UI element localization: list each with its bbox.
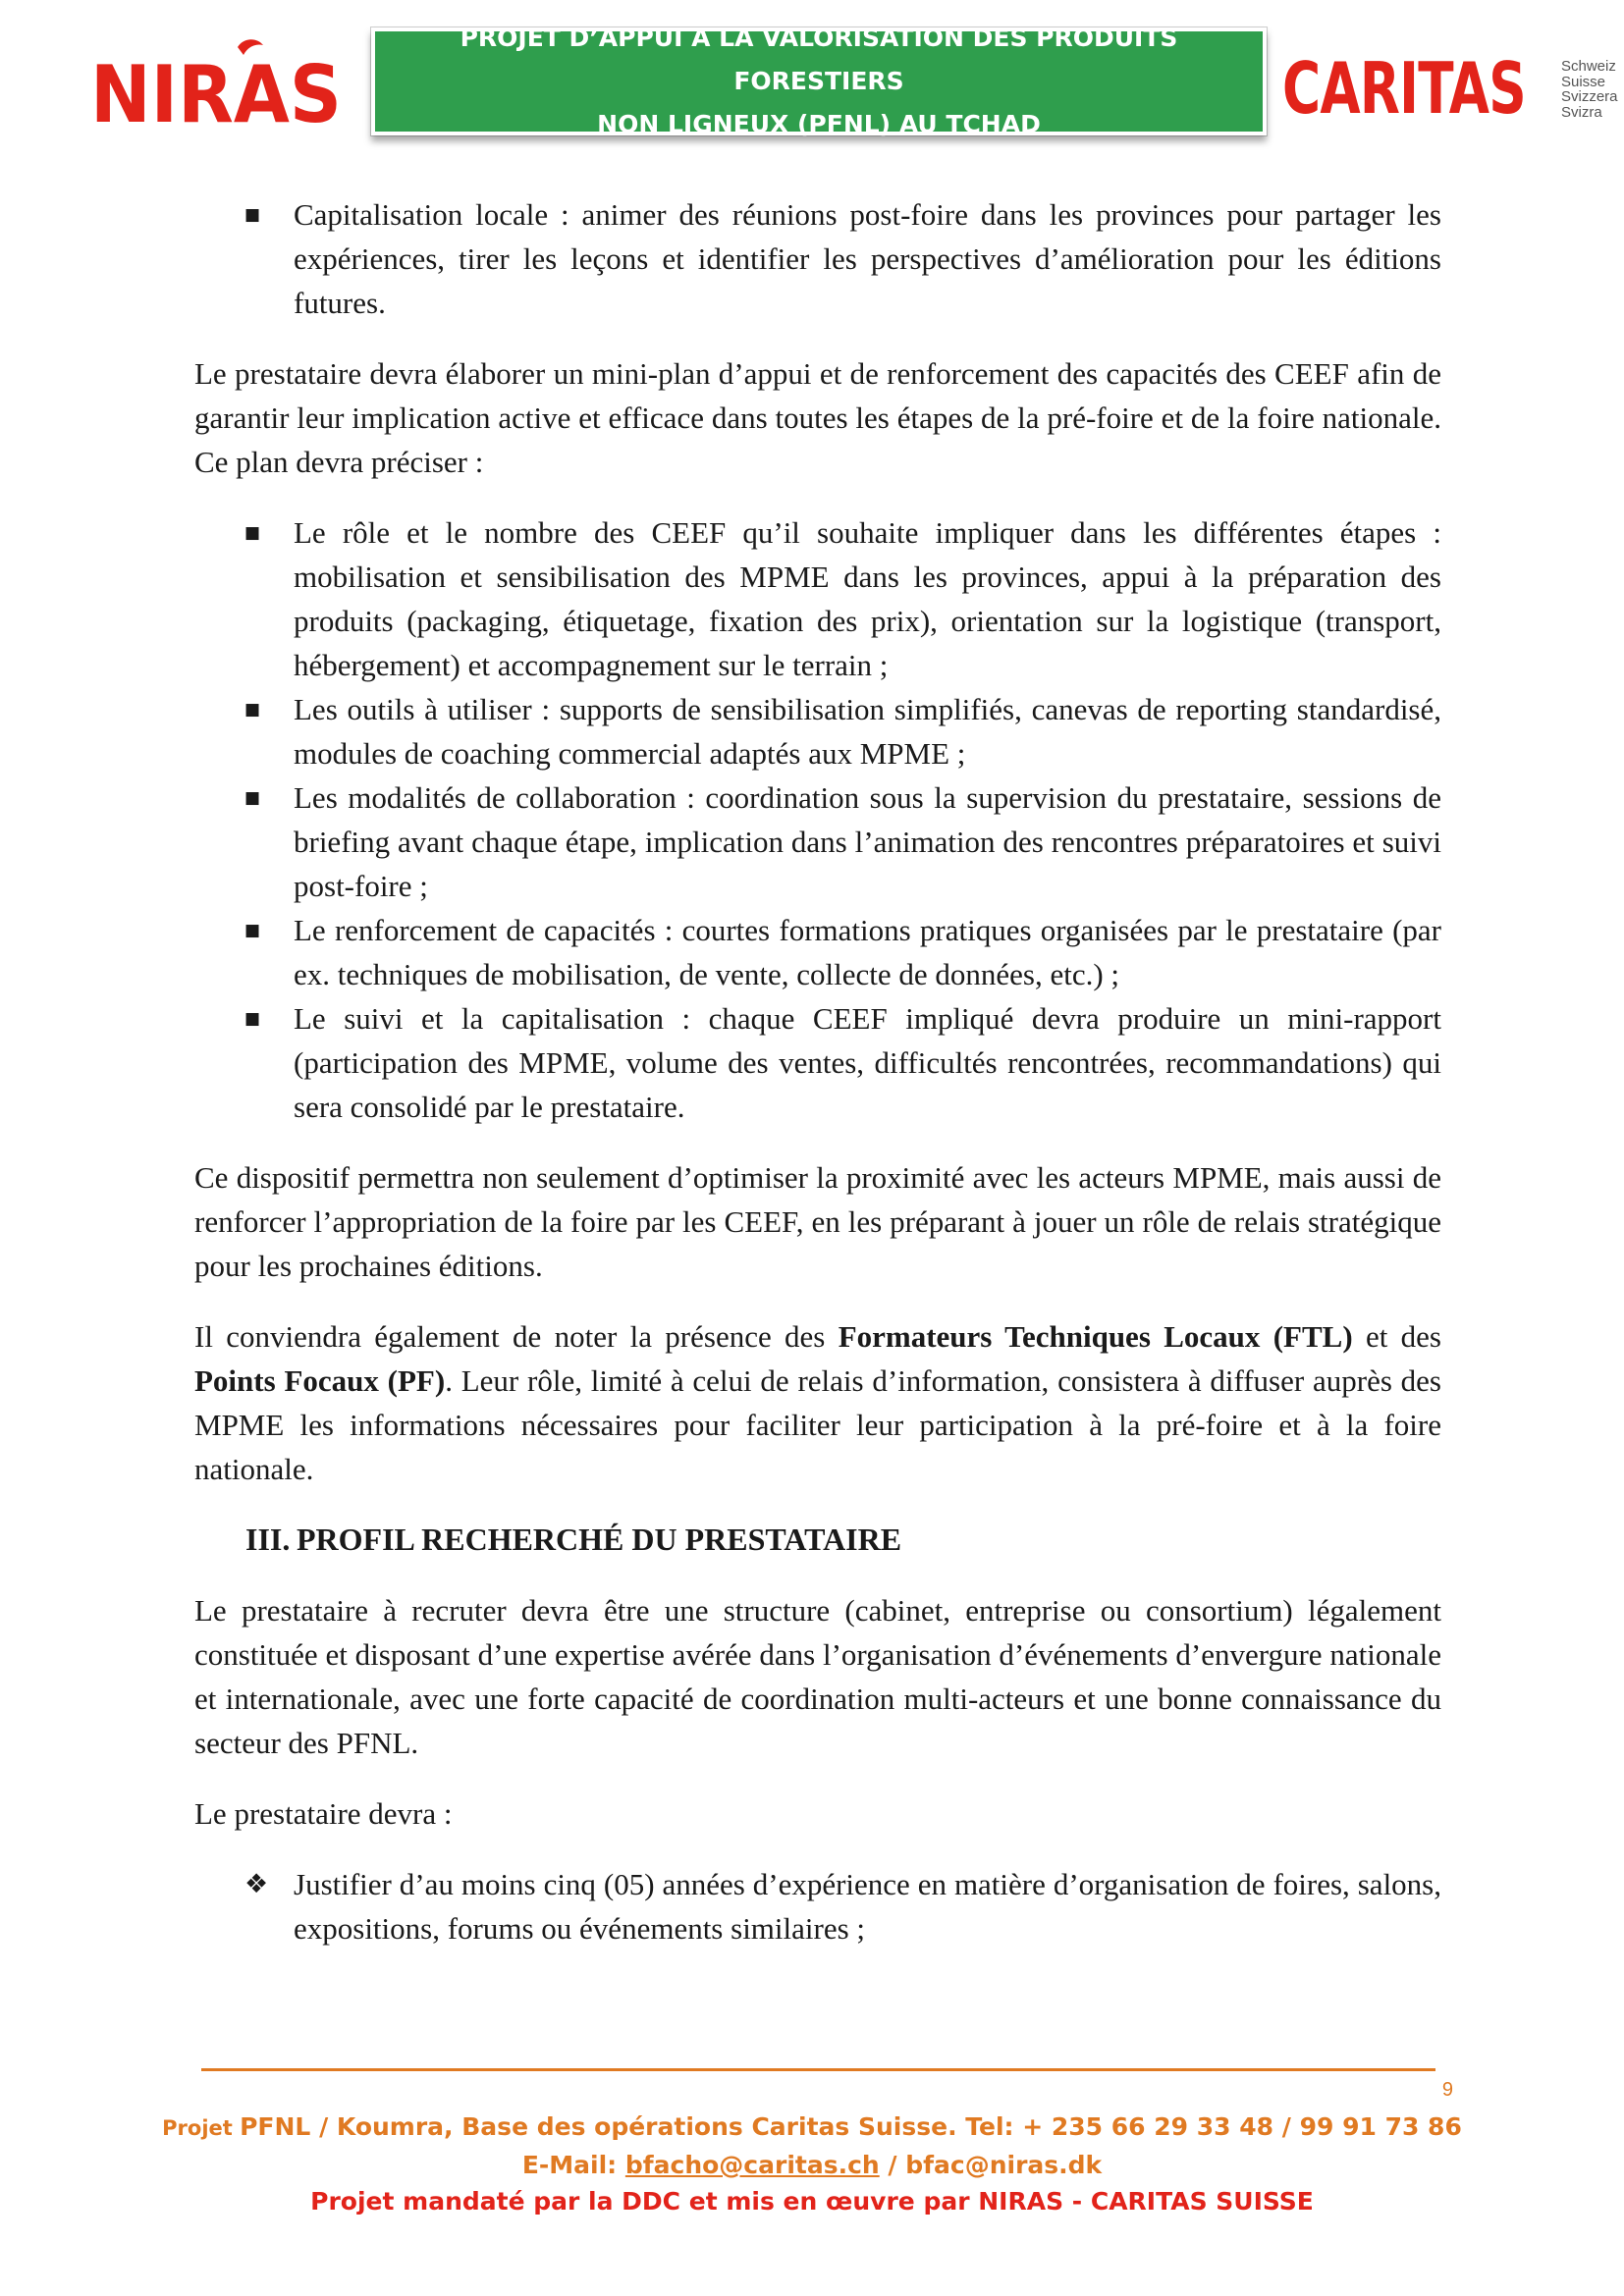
footer-text: E-Mail: (521, 2151, 625, 2179)
banner-line-2: NON LIGNEUX (PFNL) AU TCHAD (597, 110, 1041, 138)
list-item-text: Le rôle et le nombre des CEEF qu’il souhaite impliquer dans les différentes étapes : mobilisation et sensibilisation des MPME dans les provinces, appui à la préparation des produits (packaging, étiquetage, fixation des prix), orientation sur la logistique (transport, hébergement) et accompagnement sur le terrain ; (294, 515, 1441, 682)
footer-text: / bfac@niras.dk (879, 2151, 1103, 2179)
bold-term-ftl: Formateurs Techniques Locaux (FTL) (838, 1319, 1353, 1354)
paragraph: Le prestataire devra : (194, 1796, 453, 1831)
paragraph: Le prestataire devra élaborer un mini-plan d’appui et de renforcement des capacités des CEEF afin de garantir leur implication active et efficace dans toutes les étapes de la pré-foire et de la foire nationale. Ce plan devra préciser : (194, 356, 1441, 479)
paragraph: Ce dispositif permettra non seulement d’optimiser la proximité avec les acteurs MPME, mais aussi de renforcer l’appropriation de la foire par les CEEF, en les préparant à jouer un rôle de relais stratégique pour les prochaines éditions. (194, 1160, 1441, 1283)
text-run: . Leur rôle, limité à celui de relais d’information, consistera à diffuser auprès des MPME les informations nécessaires pour faciliter leur participation à la pré-foire et à la foire nationale. (194, 1363, 1441, 1486)
list-item (244, 510, 1441, 687)
caritas-lang: Svizra (1561, 103, 1602, 121)
list-item-text: Les outils à utiliser : supports de sensibilisation simplifiés, canevas de reporting standardisé, modules de coaching commercial adaptés aux MPME ; (294, 692, 1441, 771)
banner-line-1: PROJET D’APPUI A LA VALORISATION DES PRODUITS FORESTIERS (460, 24, 1178, 95)
footer-email-line (147, 2147, 1477, 2183)
square-bullet-icon: ■ (244, 205, 261, 225)
section-heading (245, 1518, 1441, 1562)
bullet-list-requirements (194, 1862, 1441, 1950)
document-body (194, 192, 1441, 1977)
caritas-lang: Schweiz (1561, 58, 1616, 75)
section-number: III. (245, 1522, 291, 1557)
list-item (244, 775, 1441, 908)
caritas-languages (1561, 59, 1618, 120)
section-title: PROFIL RECHERCHÉ DU PRESTATAIRE (297, 1522, 902, 1557)
caritas-logo (1282, 47, 1618, 130)
list-item (244, 192, 1441, 325)
footer-mandate-line: Projet mandaté par la DDC et mis en œuvre par NIRAS - CARITAS SUISSE (310, 2187, 1314, 2216)
list-item (244, 996, 1441, 1129)
text-run: et des (1352, 1319, 1442, 1354)
square-bullet-icon: ■ (244, 788, 261, 808)
footer-text: Projet (162, 2116, 241, 2140)
list-item (244, 687, 1441, 775)
project-title-banner (371, 24, 1267, 138)
bullet-list-capitalisation (194, 192, 1441, 325)
page-footer (147, 2109, 1477, 2219)
list-item-text: Justifier d’au moins cinq (05) années d’expérience en matière d’organisation de foires, salons, expositions, forums ou événements similaires ; (294, 1867, 1441, 1946)
list-item-text: Le suivi et la capitalisation : chaque CEEF impliqué devra produire un mini-rapport (participation des MPME, volume des ventes, difficultés rencontrées, recommandations) qui sera consolidé par le prestataire. (294, 1001, 1441, 1124)
niras-logo (90, 39, 346, 130)
footer-address-line (147, 2109, 1477, 2147)
paragraph: Le prestataire à recruter devra être une structure (cabinet, entreprise ou consortium) légalement constituée et disposant d’une expertise avérée dans l’organisation d’événements d’envergure nationale et internationale, avec une forte capacité de coordination multi-acteurs et une bonne connaissance du secteur des PFNL. (194, 1593, 1441, 1760)
caritas-lang: Svizzera (1561, 88, 1618, 105)
caritas-lang: Suisse (1561, 73, 1606, 90)
square-bullet-icon: ■ (244, 921, 261, 940)
list-item (244, 1862, 1441, 1950)
list-item-text: Le renforcement de capacités : courtes formations pratiques organisées par le prestataire (par ex. techniques de mobilisation, de vente, collecte de données, etc.) ; (294, 913, 1441, 991)
bullet-list-plan (194, 510, 1441, 1129)
paragraph-ftl-pf (194, 1314, 1441, 1491)
diamond-bullet-icon: ❖ (244, 1869, 269, 1899)
list-item-text: Capitalisation locale : animer des réunions post-foire dans les provinces pour partager les expériences, tirer les leçons et identifier les perspectives d’amélioration pour les éditions futures. (294, 197, 1441, 320)
footer-text: PFNL / Koumra, Base des opérations Caritas Suisse. Tel: + 235 66 29 33 48 / 99 91 73 86 (240, 2112, 1462, 2141)
email-link-caritas[interactable]: bfacho@caritas.ch (624, 2151, 880, 2179)
list-item (244, 908, 1441, 996)
caritas-logo-text: CARITAS (1282, 47, 1526, 130)
niras-logo-text: NIRAS (90, 49, 342, 130)
page-number: 9 (1441, 2079, 1453, 2101)
footer-divider (201, 2068, 1435, 2071)
square-bullet-icon: ■ (244, 700, 261, 720)
list-item-text: Les modalités de collaboration : coordination sous la supervision du prestataire, sessions de briefing avant chaque étape, implication dans l’animation des rencontres préparatoires et suivi post-foire ; (294, 780, 1441, 903)
bold-term-pf: Points Focaux (PF) (194, 1363, 446, 1398)
text-run: Il conviendra également de noter la présence des (194, 1319, 839, 1354)
square-bullet-icon: ■ (244, 523, 261, 543)
square-bullet-icon: ■ (244, 1009, 261, 1029)
